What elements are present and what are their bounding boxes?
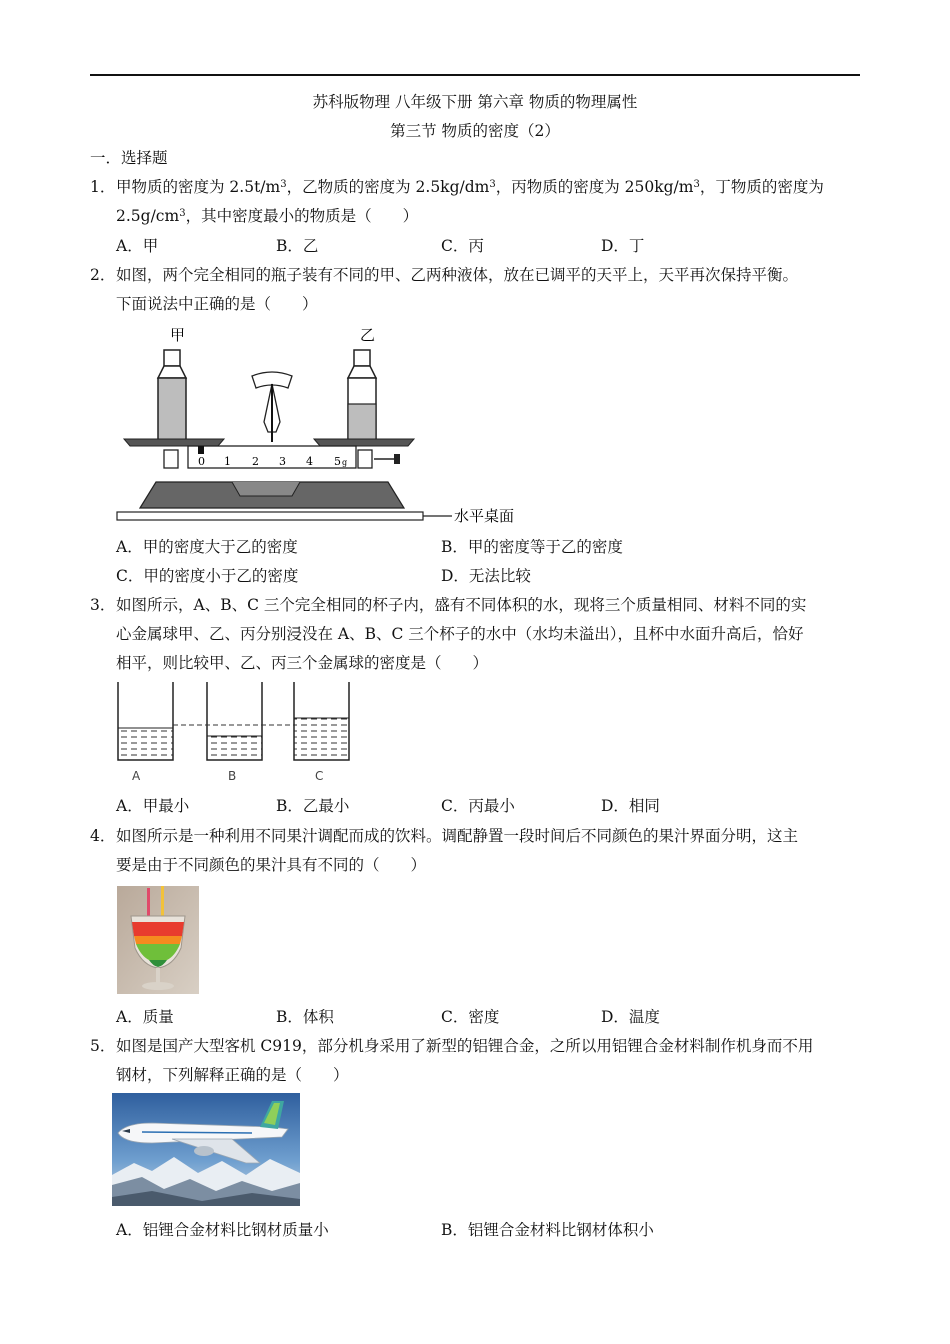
balance-beam [188, 446, 356, 468]
balance-pointer [252, 372, 292, 442]
layered-drink-photo [117, 886, 199, 994]
q2-option-a[interactable]: A．甲的密度大于乙的密度 [116, 538, 298, 556]
question-1-text-line1: 甲物质的密度为 $2.5t/m^3$，乙物质的密度为 $2.5kg/dm^3$，丙物质的密度为 $250kg/m^3$，丁物质的密度为 [116, 178, 824, 196]
scale-tick-0: 0 [198, 455, 205, 468]
balance-figure [112, 322, 532, 528]
q3-option-c[interactable]: C．丙最小 [441, 797, 515, 815]
question-4-number: 4． [90, 827, 116, 845]
question-4-text-line2: 要是由于不同颜色的果汁具有不同的（ ） [116, 856, 427, 874]
question-5-text-line1: 如图是国产大型客机 C919，部分机身采用了新型的铝锂合金，之所以用铝锂合金材料制作机身而不用 [116, 1037, 814, 1055]
question-3-number: 3． [90, 596, 116, 614]
bottle-yi [348, 350, 376, 440]
scale-tick-2: 2 [252, 455, 259, 468]
q1-option-b[interactable]: B．乙 [276, 237, 319, 255]
question-1-number: 1． [90, 178, 116, 196]
question-3-text-line3: 相平，则比较甲、乙、丙三个金属球的密度是（ ） [116, 654, 489, 672]
question-4-text-line1: 如图所示是一种利用不同果汁调配而成的饮料。调配静置一段时间后不同颜色的果汁界面分明，这主 [116, 827, 799, 845]
q3-option-d[interactable]: D．相同 [601, 797, 660, 815]
cup-label-a: A [132, 769, 141, 783]
question-5-text-line2: 钢材，下列解释正确的是（ ） [116, 1066, 349, 1084]
q1-option-c[interactable]: C．丙 [441, 237, 484, 255]
scale-tick-4: 4 [306, 455, 313, 468]
question-2-text-line1: 如图，两个完全相同的瓶子装有不同的甲、乙两种液体，放在已调平的天平上，天平再次保持平衡。 [116, 266, 799, 284]
c919-airplane-photo [112, 1093, 300, 1206]
cup-b [207, 682, 262, 760]
q4-option-d[interactable]: D．温度 [601, 1008, 660, 1026]
q4-option-a[interactable]: A．质量 [116, 1008, 174, 1026]
scale-tick-1: 1 [224, 455, 231, 468]
section-heading: 一．选择题 [90, 149, 168, 167]
cups-figure [110, 680, 356, 786]
cup-a [118, 682, 173, 760]
desk-label: 水平桌面 [454, 507, 515, 525]
q5-option-a[interactable]: A．铝锂合金材料比钢材质量小 [116, 1221, 329, 1239]
question-3-text-line2: 心金属球甲、乙、丙分别浸没在 A、B、C 三个杯子的水中（水均未溢出），且杯中水面升高后，恰好 [116, 625, 804, 643]
cup-c [294, 682, 349, 760]
header-rule [90, 74, 860, 76]
q3-option-b[interactable]: B．乙最小 [276, 797, 350, 815]
bottle-label-jia: 甲 [170, 326, 186, 344]
question-2-text-line2: 下面说法中正确的是（ ） [116, 295, 318, 313]
q4-option-b[interactable]: B．体积 [276, 1008, 334, 1026]
document-title: 苏科版物理 八年级下册 第六章 物质的物理属性 [312, 93, 638, 111]
q2-option-c[interactable]: C．甲的密度小于乙的密度 [116, 567, 299, 585]
section-title: 第三节 物质的密度（2） [390, 122, 560, 140]
bottle-jia [158, 350, 186, 440]
q2-option-b[interactable]: B．甲的密度等于乙的密度 [441, 538, 623, 556]
question-5-number: 5． [90, 1037, 116, 1055]
question-3-text-line1: 如图所示，A、B、C 三个完全相同的杯子内，盛有不同体积的水，现将三个质量相同、材料不同的实 [116, 596, 807, 614]
q3-option-a[interactable]: A．甲最小 [116, 797, 190, 815]
q2-option-d[interactable]: D．无法比较 [441, 567, 531, 585]
scale-tick-3: 3 [279, 455, 286, 468]
q1-option-a[interactable]: A．甲 [116, 237, 159, 255]
q5-option-b[interactable]: B．铝锂合金材料比钢材体积小 [441, 1221, 654, 1239]
bottle-label-yi: 乙 [360, 326, 376, 344]
question-2-number: 2． [90, 266, 116, 284]
scale-tick-5: 5 [334, 455, 341, 468]
q4-option-c[interactable]: C．密度 [441, 1008, 500, 1026]
desk [117, 512, 423, 520]
cup-label-c: C [315, 769, 324, 783]
cup-label-b: B [228, 769, 237, 783]
scale-unit: g [342, 458, 348, 467]
question-1-text-line2: $2.5g/cm^3$，其中密度最小的物质是（ ） [116, 207, 419, 225]
q1-option-d[interactable]: D．丁 [601, 237, 645, 255]
